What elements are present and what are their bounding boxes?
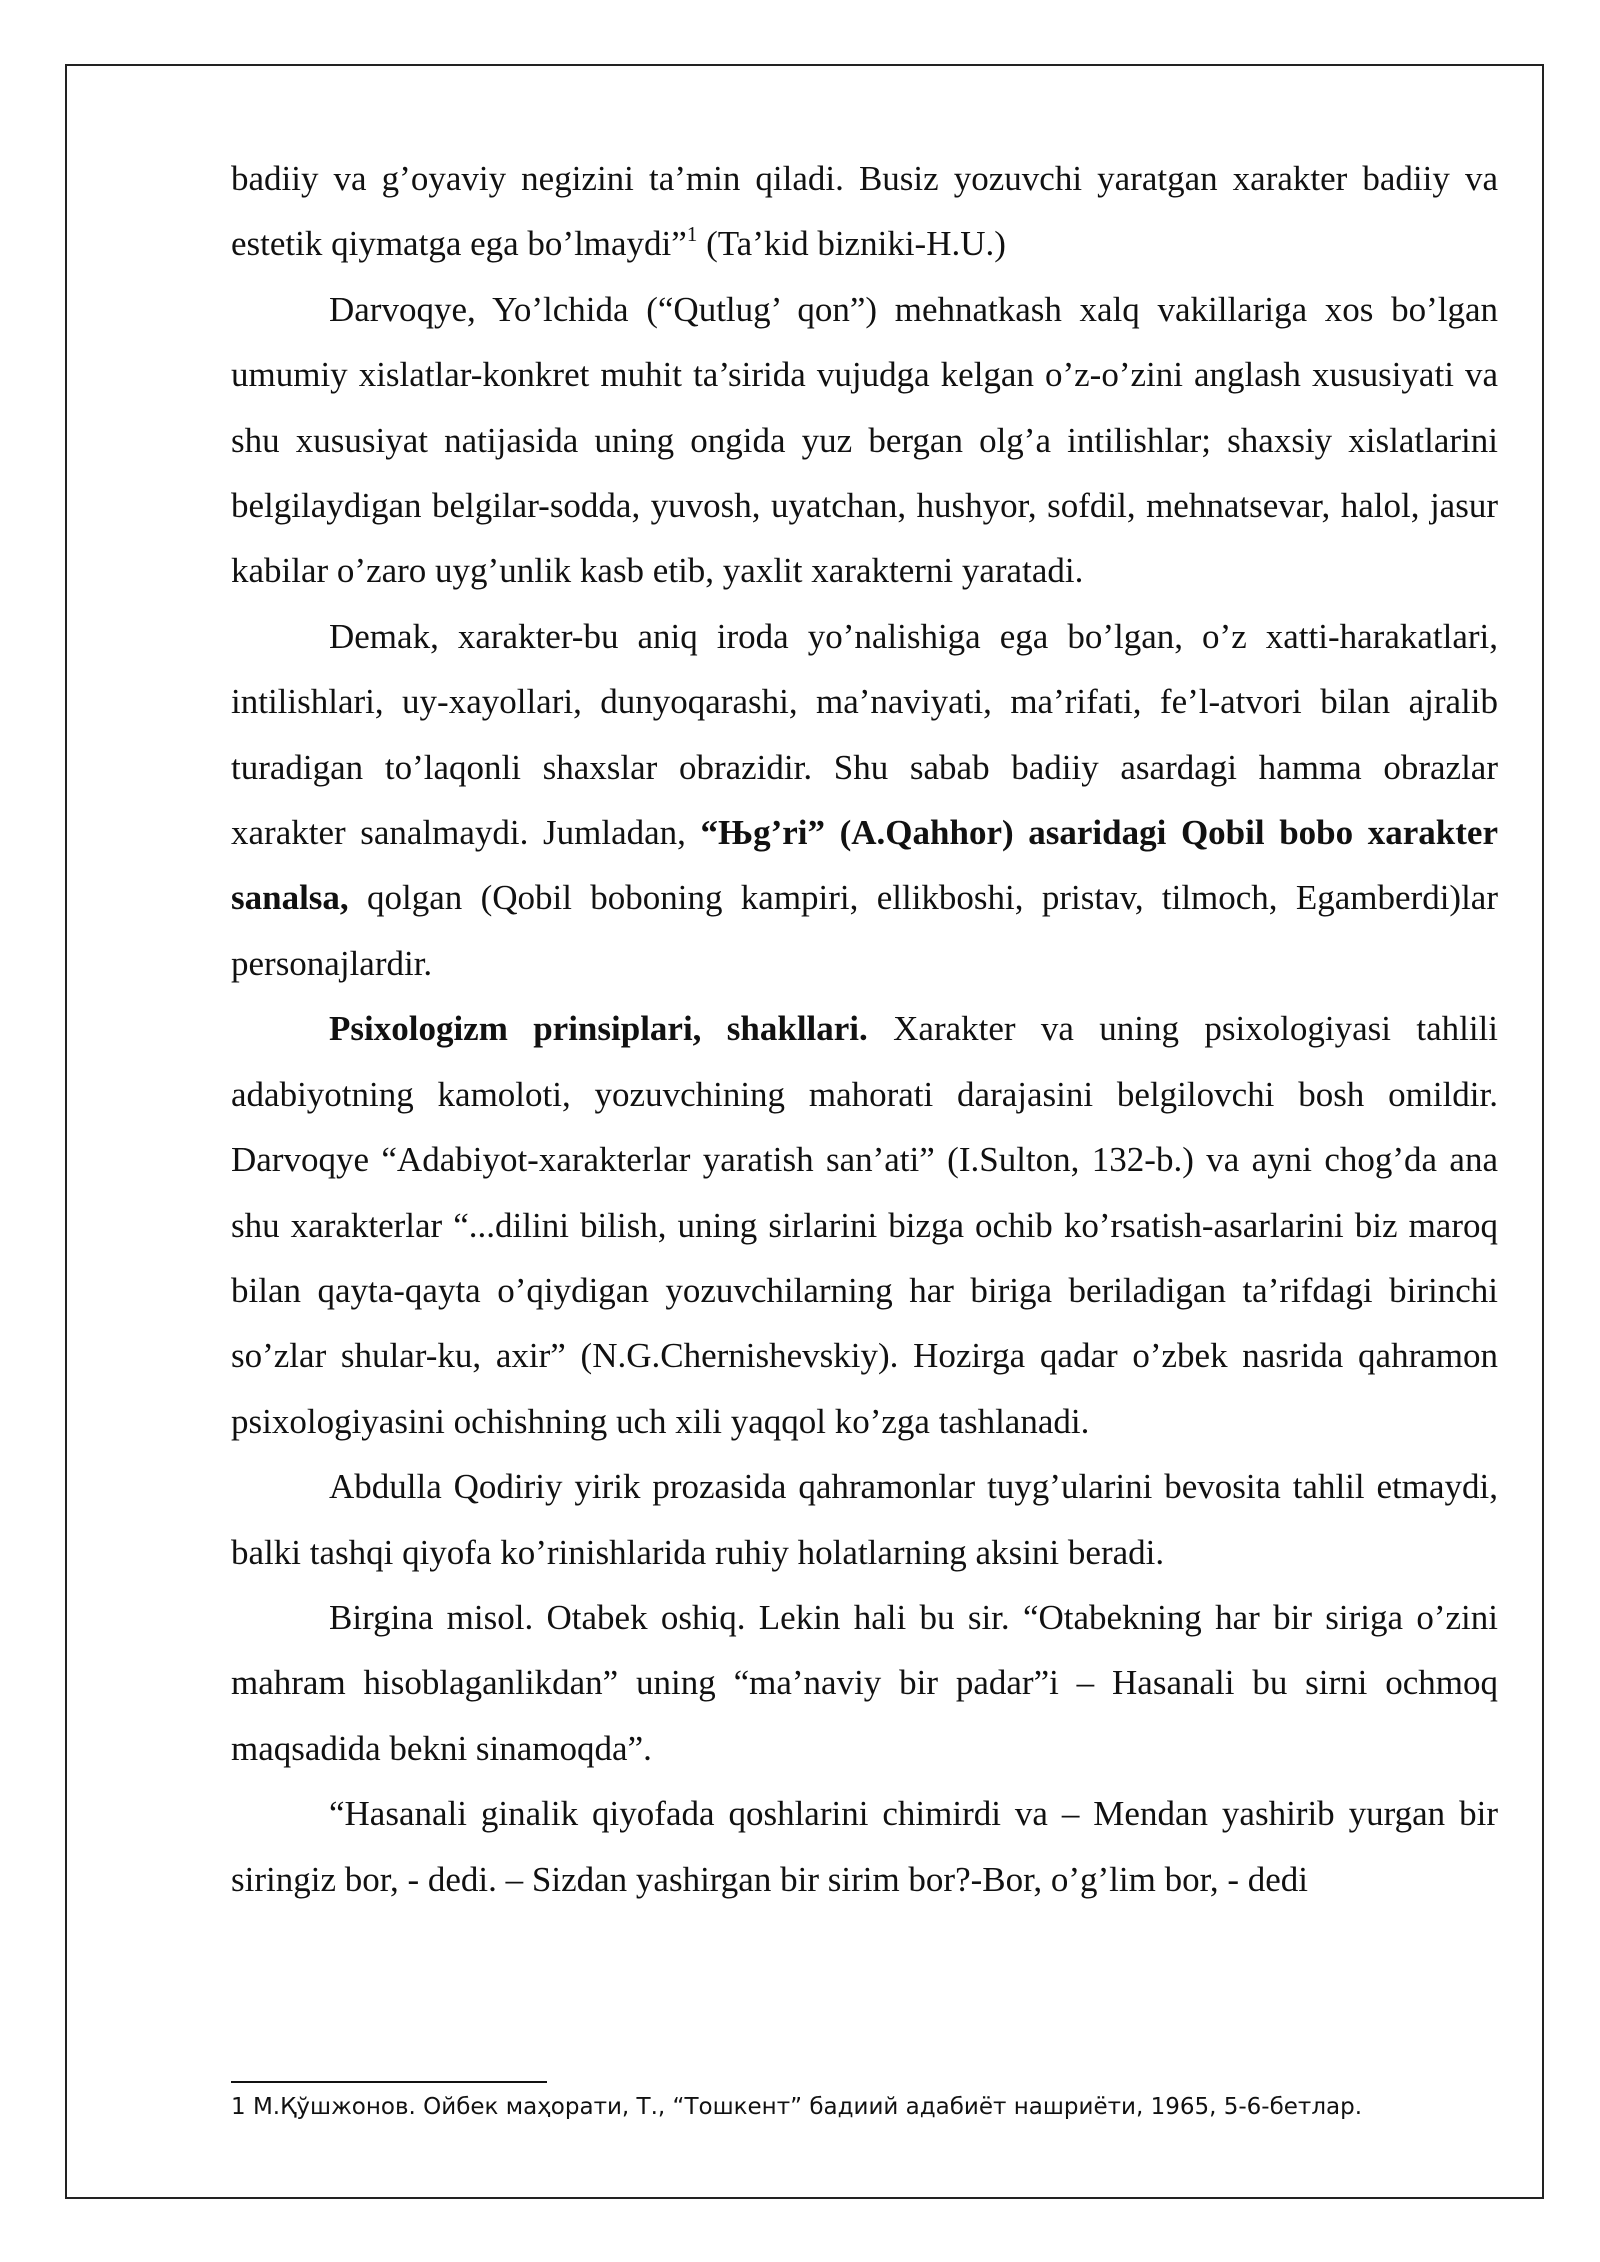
text-run: qolgan (Qobil boboning kampiri, ellikboshi, pristav, tilmoch, Egamberdi)lar personajlardir. xyxy=(231,878,1498,983)
paragraph-4 xyxy=(231,996,1498,1454)
footnote-separator xyxy=(231,2081,547,2083)
text-run: badiiy va g’oyaviy negizini ta’min qiladi. Busiz yozuvchi yaratgan xarakter badiiy va estetik qiymatga ega bo’lmaydi” xyxy=(231,159,1498,264)
text-run: Xarakter va uning psixologiyasi tahlili adabiyotning kamoloti, yozuvchining mahorati darajasini belgilovchi bosh omildir. Darvoqye “Adabiyot-xarakterlar yaratish san’ati” (I.Sulton, 132-b.) va ayni chog’da ana shu xarakterlar “...dilini bilish, uning sirlarini bizga ochib ko’rsatish-asarlarini biz maroq bilan qayta-qayta o’qiydigan yozuvchilarning har biriga beriladigan ta’rifdagi birinchi so’zlar shular-ku, axir” (N.G.Chernishevskiy). Hozirga qadar o’zbek nasrida qahramon psixologiyasini ochishning uch xili yaqqol ko’zga tashlanadi. xyxy=(231,1009,1498,1441)
footnote-ref[interactable]: 1 xyxy=(686,222,698,247)
bold-text-run: “Њg’ri” (A.Qahhor) asaridagi Qobil bobo xarakter sanalsa, xyxy=(231,813,1498,918)
paragraph-5 xyxy=(231,1454,1498,1585)
paragraph-2 xyxy=(231,277,1498,604)
text-run: (Ta’kid bizniki-H.U.) xyxy=(697,224,1006,264)
paragraph-6 xyxy=(231,1585,1498,1781)
paragraph-3 xyxy=(231,604,1498,996)
text-run: Birgina misol. Otabek oshiq. Lekin hali bu sir. “Otabekning har bir siriga o’zini mahram hisoblaganlikdan” uning “ma’naviy bir padar”i – Hasanali bu sirni ochmoq maqsadida bekni sinamoqda”. xyxy=(231,1597,1498,1768)
text-run: Darvoqye, Yo’lchida (“Qutlug’ qon”) mehnatkash xalq vakillariga xos bo’lgan umumiy xislatlar-konkret muhit ta’sirida vujudga kelgan o’z-o’zini anglash xususiyati va shu xususiyat natijasida uning ongida yuz bergan olg’a intilishlar; shaxsiy xislatlarini belgilaydigan belgilar-sodda, yuvosh, uyatchan, hushyor, sofdil, mehnatsevar, halol, jasur kabilar o’zaro uyg’unlik kasb etib, yaxlit xarakterni yaratadi. xyxy=(231,289,1498,591)
body-text xyxy=(231,146,1498,1912)
text-run: Demak, xarakter-bu aniq iroda yo’nalishiga ega bo’lgan, o’z xatti-harakatlari, intilishlari, uy-xayollari, dunyoqarashi, ma’naviyati, ma’rifati, fe’l-atvori bilan ajralib turadigan to’laqonli shaxslar obrazidir. Shu sabab badiiy asardagi hamma obrazlar xarakter sanalmaydi. Jumladan, xyxy=(231,616,1498,853)
text-run: Abdulla Qodiriy yirik prozasida qahramonlar tuyg’ularini bevosita tahlil etmaydi, balki tashqi qiyofa ko’rinishlarida ruhiy holatlarning aksini beradi. xyxy=(231,1467,1498,1572)
paragraph-7 xyxy=(231,1781,1498,1912)
paragraph-1 xyxy=(231,146,1498,277)
footnote: 1 М.Қўшжонов. Ойбек маҳорати, Т., “Тошкент” бадиий адабиёт нашриёти, 1965, 5-6-бетлар. xyxy=(231,2094,1363,2120)
text-run: “Hasanali ginalik qiyofada qoshlarini chimirdi va – Mendan yashirib yurgan bir siringiz bor, - dedi. – Sizdan yashirgan bir sirim bor?-Bor, o’g’lim bor, - dedi xyxy=(231,1794,1498,1899)
section-heading: Psixologizm prinsiplari, shakllari. xyxy=(329,1009,868,1049)
